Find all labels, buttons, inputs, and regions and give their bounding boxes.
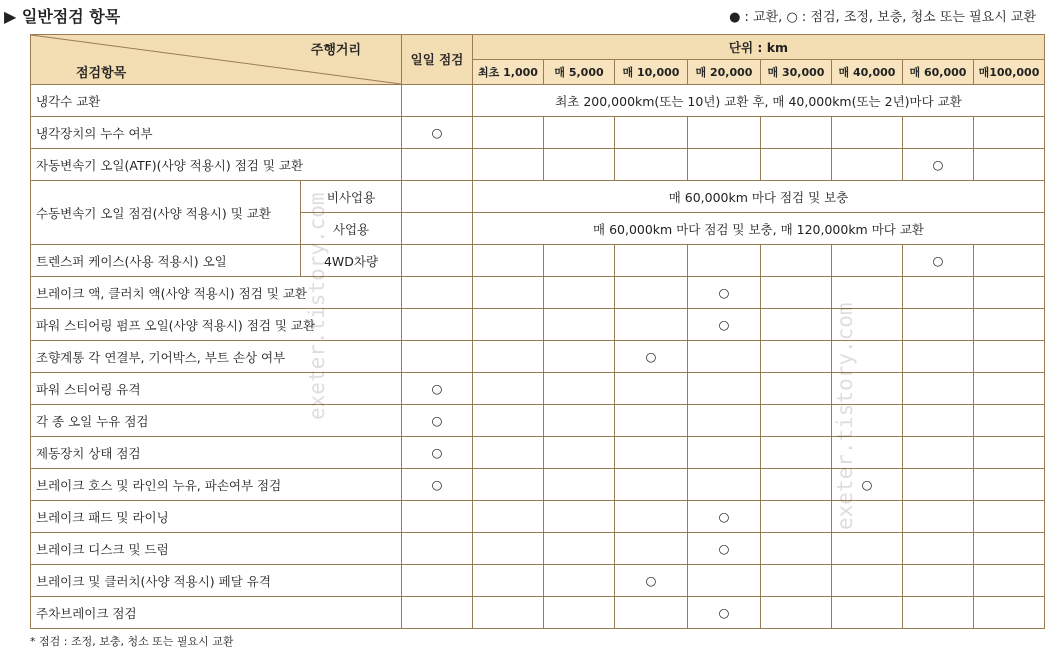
interval-cell <box>544 149 615 181</box>
interval-cell <box>615 437 688 469</box>
interval-cell <box>761 373 832 405</box>
daily-cell <box>402 213 473 245</box>
table-row <box>31 437 1045 469</box>
interval-cell <box>832 373 903 405</box>
interval-cell <box>761 405 832 437</box>
interval-cell <box>544 245 615 277</box>
header-distance: 주행거리 <box>310 43 361 58</box>
interval-cell <box>974 277 1045 309</box>
interval-cell <box>903 437 974 469</box>
interval-cell <box>903 341 974 373</box>
interval-cell <box>903 117 974 149</box>
interval-cell <box>761 245 832 277</box>
interval-cell <box>688 245 761 277</box>
interval-cell <box>544 373 615 405</box>
interval-cell <box>473 149 544 181</box>
interval-cell: ○ <box>615 565 688 597</box>
interval-cell <box>473 565 544 597</box>
interval-span-cell: 최초 200,000km(또는 10년) 교환 후, 매 40,000km(또는 2년)마다 교환 <box>473 85 1045 117</box>
interval-cell <box>544 437 615 469</box>
interval-cell <box>974 501 1045 533</box>
interval-cell <box>974 533 1045 565</box>
interval-cell <box>761 277 832 309</box>
header-daily: 일일 점검 <box>402 35 473 85</box>
daily-cell <box>402 501 473 533</box>
item-name: 브레이크 디스크 및 드럼 <box>31 533 402 565</box>
daily-cell: ○ <box>402 373 473 405</box>
interval-cell <box>832 245 903 277</box>
interval-header: 매 60,000 <box>903 60 974 85</box>
interval-cell <box>761 149 832 181</box>
interval-cell <box>688 149 761 181</box>
table-row <box>31 85 1045 117</box>
item-sub-label: 4WD차량 <box>301 245 402 277</box>
table-row <box>31 533 1045 565</box>
interval-header: 매 40,000 <box>832 60 903 85</box>
item-name: 냉각장치의 누수 여부 <box>31 117 402 149</box>
interval-cell: ○ <box>688 277 761 309</box>
interval-cell <box>544 309 615 341</box>
interval-cell <box>615 405 688 437</box>
item-name: 냉각수 교환 <box>31 85 402 117</box>
table-row <box>31 181 1045 213</box>
interval-cell <box>688 565 761 597</box>
item-name: 조향계통 각 연결부, 기어박스, 부트 손상 여부 <box>31 341 402 373</box>
table-row <box>31 597 1045 629</box>
interval-cell <box>473 373 544 405</box>
daily-cell: ○ <box>402 117 473 149</box>
table-row <box>31 565 1045 597</box>
interval-cell <box>832 341 903 373</box>
header-unit: 단위 : km <box>473 35 1045 60</box>
interval-cell <box>688 405 761 437</box>
table-row <box>31 245 1045 277</box>
interval-cell <box>974 437 1045 469</box>
header-corner <box>31 35 402 85</box>
interval-cell <box>615 501 688 533</box>
interval-cell <box>903 277 974 309</box>
item-name: 브레이크 액, 클러치 액(사양 적용시) 점검 및 교환 <box>31 277 402 309</box>
interval-cell <box>974 405 1045 437</box>
interval-cell: ○ <box>688 533 761 565</box>
item-name: 브레이크 호스 및 라인의 누유, 파손여부 점검 <box>31 469 402 501</box>
interval-cell <box>832 277 903 309</box>
interval-cell: ○ <box>832 469 903 501</box>
interval-cell <box>761 117 832 149</box>
daily-cell <box>402 565 473 597</box>
inspection-table <box>30 34 1045 629</box>
interval-cell <box>974 117 1045 149</box>
interval-cell <box>473 437 544 469</box>
interval-cell <box>544 565 615 597</box>
interval-cell <box>688 341 761 373</box>
interval-cell <box>688 469 761 501</box>
interval-cell <box>974 373 1045 405</box>
interval-cell <box>832 405 903 437</box>
watermark-right: exeter.tistory.com <box>833 302 857 530</box>
daily-cell <box>402 181 473 213</box>
interval-cell <box>473 309 544 341</box>
interval-cell <box>832 501 903 533</box>
daily-cell <box>402 149 473 181</box>
table-row <box>31 149 1045 181</box>
interval-cell <box>761 565 832 597</box>
item-sub-label: 사업용 <box>301 213 402 245</box>
item-name: 파워 스티어링 펌프 오일(사양 적용시) 점검 및 교환 <box>31 309 402 341</box>
interval-cell: ○ <box>903 245 974 277</box>
interval-span-cell: 매 60,000km 마다 점검 및 보충 <box>473 181 1045 213</box>
interval-cell <box>473 501 544 533</box>
table-row <box>31 373 1045 405</box>
table-row <box>31 117 1045 149</box>
daily-cell <box>402 533 473 565</box>
interval-cell <box>615 309 688 341</box>
interval-cell <box>903 309 974 341</box>
interval-cell: ○ <box>615 341 688 373</box>
interval-cell <box>688 437 761 469</box>
table-row <box>31 405 1045 437</box>
interval-cell <box>615 149 688 181</box>
daily-cell: ○ <box>402 405 473 437</box>
interval-cell <box>974 469 1045 501</box>
interval-cell <box>615 597 688 629</box>
interval-cell <box>903 597 974 629</box>
interval-cell <box>832 597 903 629</box>
interval-cell <box>761 501 832 533</box>
interval-header: 매100,000 <box>974 60 1045 85</box>
interval-cell <box>974 341 1045 373</box>
item-sub-label: 비사업용 <box>301 181 402 213</box>
interval-cell <box>615 117 688 149</box>
interval-cell <box>832 565 903 597</box>
item-name: 파워 스티어링 유격 <box>31 373 402 405</box>
interval-cell <box>974 597 1045 629</box>
daily-cell <box>402 277 473 309</box>
interval-cell <box>903 533 974 565</box>
item-name: 자동변속기 오일(ATF)(사양 적용시) 점검 및 교환 <box>31 149 402 181</box>
interval-cell <box>761 533 832 565</box>
interval-cell <box>974 309 1045 341</box>
interval-span-cell: 매 60,000km 마다 점검 및 보충, 매 120,000km 마다 교환 <box>473 213 1045 245</box>
interval-cell <box>473 277 544 309</box>
daily-cell: ○ <box>402 437 473 469</box>
item-name: 제동장치 상태 점검 <box>31 437 402 469</box>
interval-cell <box>761 469 832 501</box>
interval-cell <box>903 501 974 533</box>
interval-cell <box>544 341 615 373</box>
interval-cell <box>615 277 688 309</box>
interval-cell <box>832 533 903 565</box>
interval-cell <box>544 533 615 565</box>
section-title: ▶ 일반점검 항목 <box>4 7 121 26</box>
item-name: 브레이크 패드 및 라이닝 <box>31 501 402 533</box>
watermark-left: exeter.tistory.com <box>305 192 329 420</box>
item-name: 수동변속기 오일 점검(사양 적용시) 및 교환 <box>31 181 301 245</box>
interval-cell <box>615 245 688 277</box>
interval-cell <box>473 117 544 149</box>
legend: ● : 교환, ○ : 점검, 조정, 보충, 청소 또는 필요시 교환 <box>729 10 1036 25</box>
daily-cell: ○ <box>402 469 473 501</box>
interval-cell <box>832 117 903 149</box>
footnote: * 점검 : 조정, 보충, 청소 또는 필요시 교환 <box>30 635 234 648</box>
interval-header: 매 20,000 <box>688 60 761 85</box>
interval-cell <box>832 437 903 469</box>
interval-cell <box>473 597 544 629</box>
table-row <box>31 341 1045 373</box>
table-row <box>31 469 1045 501</box>
interval-cell <box>761 597 832 629</box>
interval-cell <box>544 597 615 629</box>
interval-cell <box>688 117 761 149</box>
interval-cell <box>473 341 544 373</box>
interval-cell <box>974 565 1045 597</box>
interval-cell <box>473 245 544 277</box>
daily-cell <box>402 341 473 373</box>
daily-cell <box>402 245 473 277</box>
interval-cell <box>615 469 688 501</box>
interval-cell <box>903 565 974 597</box>
item-name: 각 종 오일 누유 점검 <box>31 405 402 437</box>
interval-cell <box>544 501 615 533</box>
interval-cell <box>544 405 615 437</box>
interval-cell <box>832 149 903 181</box>
interval-cell <box>903 469 974 501</box>
item-name: 주차브레이크 점검 <box>31 597 402 629</box>
header-items: 점검항목 <box>76 66 127 81</box>
interval-header: 매 5,000 <box>544 60 615 85</box>
interval-header: 최초 1,000 <box>473 60 544 85</box>
interval-cell <box>544 277 615 309</box>
interval-cell <box>615 373 688 405</box>
daily-cell <box>402 85 473 117</box>
item-name: 브레이크 및 클러치(사양 적용시) 페달 유격 <box>31 565 402 597</box>
interval-cell: ○ <box>903 149 974 181</box>
interval-cell <box>688 373 761 405</box>
daily-cell <box>402 309 473 341</box>
interval-cell <box>903 405 974 437</box>
interval-cell <box>761 341 832 373</box>
interval-cell <box>832 309 903 341</box>
interval-cell: ○ <box>688 501 761 533</box>
interval-cell <box>974 245 1045 277</box>
daily-cell <box>402 597 473 629</box>
interval-cell: ○ <box>688 309 761 341</box>
table-row <box>31 277 1045 309</box>
table-row <box>31 309 1045 341</box>
interval-header: 매 10,000 <box>615 60 688 85</box>
interval-cell <box>761 437 832 469</box>
interval-cell <box>544 117 615 149</box>
interval-cell <box>473 469 544 501</box>
interval-cell <box>974 149 1045 181</box>
interval-cell <box>903 373 974 405</box>
interval-cell <box>473 533 544 565</box>
table-row <box>31 501 1045 533</box>
interval-cell: ○ <box>688 597 761 629</box>
interval-cell <box>473 405 544 437</box>
item-name: 트렌스퍼 케이스(사용 적용시) 오일 <box>31 245 301 277</box>
interval-header: 매 30,000 <box>761 60 832 85</box>
interval-cell <box>544 469 615 501</box>
interval-cell <box>761 309 832 341</box>
interval-cell <box>615 533 688 565</box>
